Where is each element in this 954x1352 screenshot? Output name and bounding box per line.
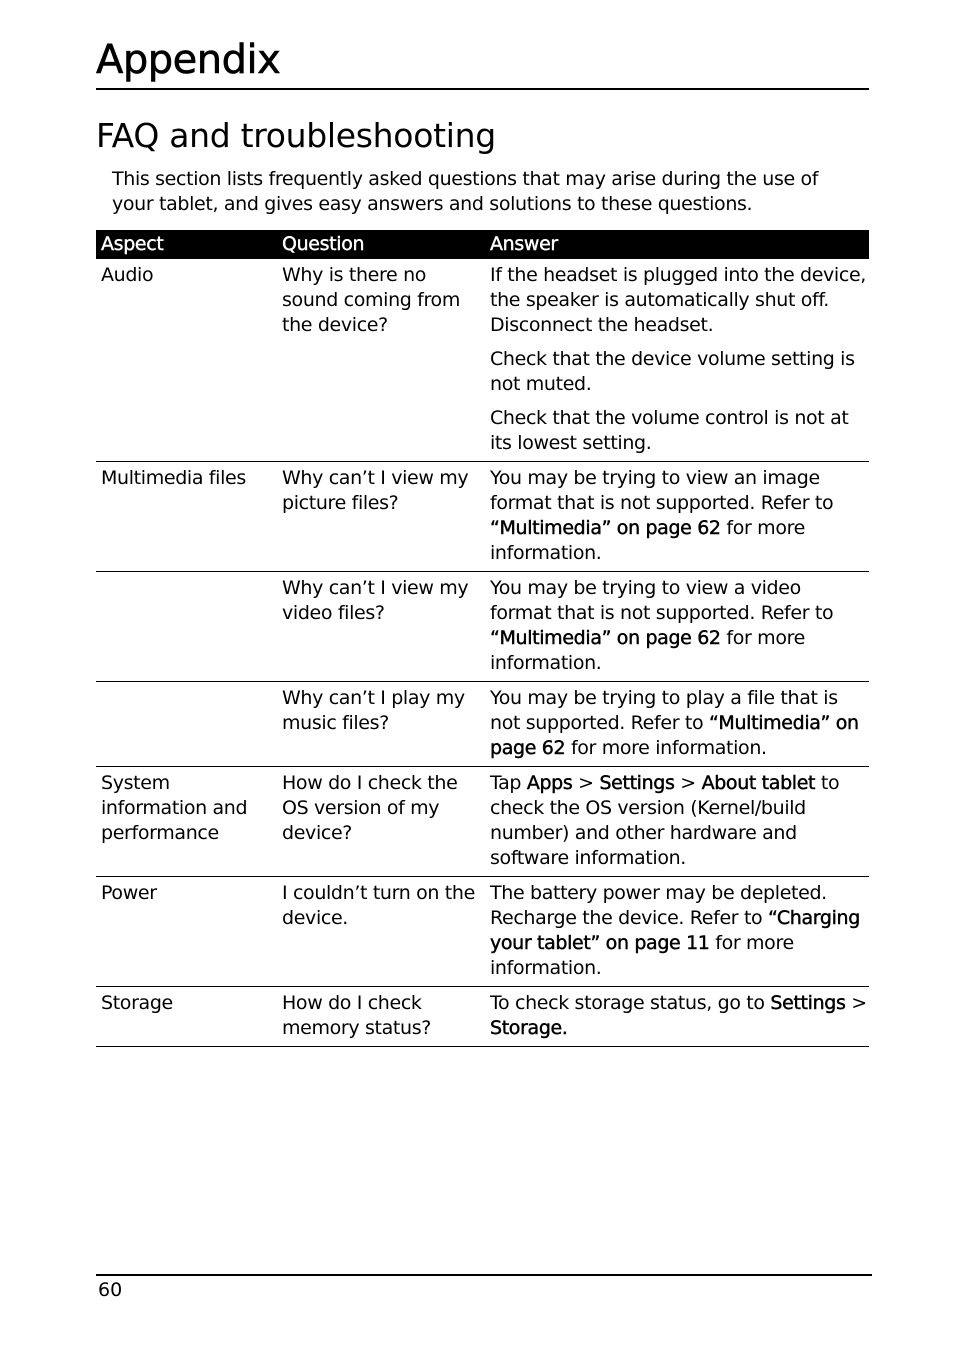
path-separator: > bbox=[578, 772, 594, 794]
question-cell: Why can’t I view my video files? bbox=[277, 572, 485, 682]
table-row bbox=[96, 877, 869, 987]
path-settings: Settings bbox=[599, 772, 675, 794]
table-row bbox=[96, 462, 869, 572]
aspect-cell: Audio bbox=[96, 259, 277, 462]
table-row bbox=[96, 987, 869, 1047]
table-row bbox=[96, 259, 869, 462]
answer-text: You may be trying to view an image format that is not supported. Refer to bbox=[490, 467, 834, 514]
answer-cell bbox=[485, 572, 869, 682]
aspect-cell bbox=[96, 682, 277, 767]
answer-paragraph: Check that the volume control is not at its lowest setting. bbox=[490, 407, 849, 454]
header-answer: Answer bbox=[485, 230, 869, 259]
answer-cell bbox=[485, 877, 869, 987]
aspect-cell: Storage bbox=[96, 987, 277, 1047]
cross-reference-link[interactable]: “Charging your tablet” on page 11 bbox=[490, 907, 860, 954]
header-question: Question bbox=[277, 230, 485, 259]
faq-table bbox=[96, 230, 869, 1047]
aspect-cell bbox=[96, 572, 277, 682]
aspect-cell: System information and performance bbox=[96, 767, 277, 877]
path-apps: Apps bbox=[526, 772, 573, 794]
question-cell: How do I check the OS version of my device? bbox=[277, 767, 485, 877]
table-row bbox=[96, 767, 869, 877]
answer-text: to check the OS version (Kernel/build number) and other hardware and software information. bbox=[490, 772, 840, 869]
question-cell: Why can’t I play my music files? bbox=[277, 682, 485, 767]
footer-rule bbox=[96, 1274, 872, 1276]
chapter-title: Appendix bbox=[96, 37, 281, 83]
answer-cell bbox=[485, 259, 869, 462]
aspect-cell: Multimedia files bbox=[96, 462, 277, 572]
answer-text: Tap bbox=[490, 772, 522, 794]
path-settings: Settings bbox=[770, 992, 846, 1014]
answer-text: You may be trying to play a file that is not supported. Refer to bbox=[490, 687, 838, 734]
table-row bbox=[96, 682, 869, 767]
answer-text: To check storage status, go to bbox=[490, 992, 765, 1014]
answer-text: You may be trying to view a video format that is not supported. Refer to bbox=[490, 577, 834, 624]
answer-text: for more information. bbox=[490, 517, 805, 564]
question-cell: How do I check memory status? bbox=[277, 987, 485, 1047]
chapter-title-rule bbox=[96, 88, 869, 90]
table-header-row bbox=[96, 230, 869, 259]
cross-reference-link[interactable]: “Multimedia” on page 62 bbox=[490, 627, 721, 649]
path-separator: > bbox=[680, 772, 696, 794]
aspect-cell: Power bbox=[96, 877, 277, 987]
answer-paragraph: If the headset is plugged into the device, the speaker is automatically shut off. Disconnect the headset. bbox=[490, 264, 866, 336]
answer-text: for more information. bbox=[570, 737, 767, 759]
question-cell: Why can’t I view my picture files? bbox=[277, 462, 485, 572]
path-separator: > bbox=[851, 992, 867, 1014]
header-aspect: Aspect bbox=[96, 230, 277, 259]
answer-text: The battery power may be depleted. Recharge the device. Refer to bbox=[490, 882, 827, 929]
table-row bbox=[96, 572, 869, 682]
answer-text: for more information. bbox=[490, 932, 794, 979]
answer-text: for more information. bbox=[490, 627, 805, 674]
answer-cell bbox=[485, 682, 869, 767]
answer-cell bbox=[485, 987, 869, 1047]
cross-reference-link[interactable]: “Multimedia” on page 62 bbox=[490, 712, 859, 759]
answer-cell bbox=[485, 767, 869, 877]
section-title: FAQ and troubleshooting bbox=[96, 116, 496, 155]
cross-reference-link[interactable]: “Multimedia” on page 62 bbox=[490, 517, 721, 539]
path-storage: Storage. bbox=[490, 1017, 568, 1039]
answer-cell bbox=[485, 462, 869, 572]
path-about-tablet: About tablet bbox=[701, 772, 816, 794]
answer-paragraph: Check that the device volume setting is not muted. bbox=[490, 348, 855, 395]
intro-paragraph: This section lists frequently asked questions that may arise during the use of your tablet, and gives easy answers and solutions to these questions. bbox=[112, 168, 819, 215]
question-cell: Why is there no sound coming from the device? bbox=[277, 259, 485, 462]
question-cell: I couldn’t turn on the device. bbox=[277, 877, 485, 987]
page-number: 60 bbox=[98, 1279, 123, 1301]
